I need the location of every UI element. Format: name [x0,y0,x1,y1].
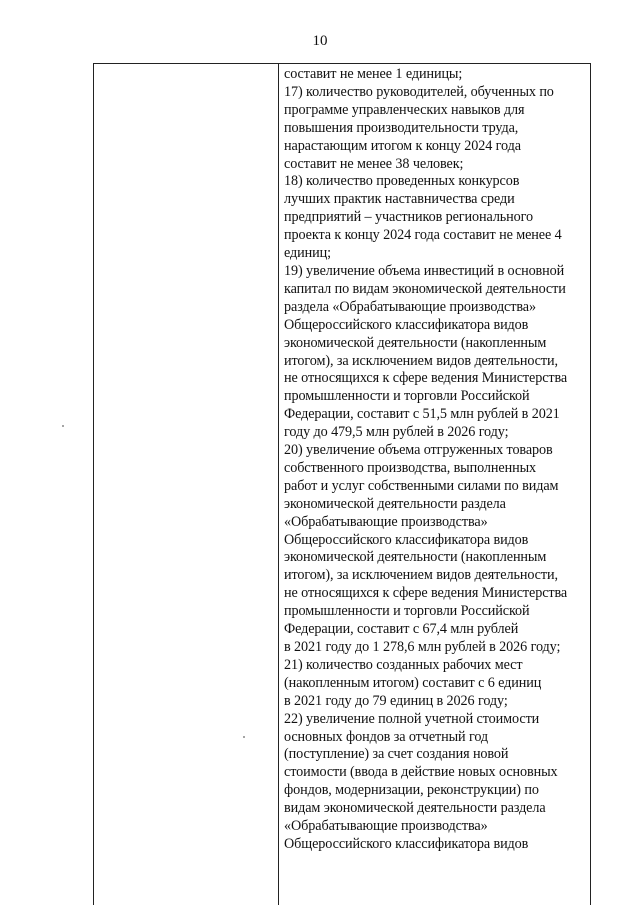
text-line: фондов, модернизации, реконструкции) по [284,782,539,799]
text-line: в 2021 году до 1 278,6 млн рублей в 2026 году; [284,639,561,655]
text-line: Федерации, составит с 67,4 млн рублей [284,621,519,638]
text-line: работ и услуг собственными силами по видам [284,477,559,494]
scan-speck [62,425,64,427]
text-line: Общероссийского классификатора видов [284,316,529,333]
text-line: промышленности и торговли Российской [284,388,530,405]
text-line: стоимости (ввода в действие новых основных [284,764,558,781]
text-line: Общероссийского классификатора видов [284,835,529,852]
text-line: (накопленным итогом) составит с 6 единиц [284,674,542,691]
page-number: 10 [312,33,328,49]
table-left-column [94,64,279,905]
text-line: итогом), за исключением видов деятельности, [284,352,558,369]
text-line: Общероссийского классификатора видов [284,531,529,548]
text-line: повышения производительности труда, [284,119,519,136]
text-line: «Обрабатывающие производства» [284,513,488,530]
text-line: капитал по видам экономической деятельности [284,280,566,297]
text-line: Федерации, составит с 51,5 млн рублей в 2021 [284,406,560,423]
document-table [93,63,591,905]
text-line: 21) количество созданных рабочих мест [284,656,523,673]
text-line: не относящихся к сфере ведения Министерства [284,370,568,387]
text-line: составит не менее 38 человек; [284,155,464,172]
text-line: основных фондов за отчетный год [284,728,489,745]
text-line: не относящихся к сфере ведения Министерства [284,585,568,602]
text-line: «Обрабатывающие производства» [284,818,488,835]
text-line: промышленности и торговли Российской [284,603,530,620]
text-line: в 2021 году до 79 единиц в 2026 году; [284,692,508,709]
text-line: экономической деятельности (накопленным [284,334,547,351]
text-line: итогом), за исключением видов деятельности, [284,567,558,584]
text-line: лучших практик наставничества среди [284,191,515,208]
text-line: 22) увеличение полной учетной стоимости [284,710,540,727]
table-right-column-text [284,66,587,854]
text-line: (поступление) за счет создания новой [284,746,509,763]
text-line: экономической деятельности раздела [284,495,506,512]
text-line: составит не менее 1 единицы; [284,66,463,82]
text-line: единиц; [284,245,331,262]
text-line: году до 479,5 млн рублей в 2026 году; [284,424,509,441]
text-line: нарастающим итогом к концу 2024 года [284,137,521,154]
text-line: 18) количество проведенных конкурсов [284,173,520,190]
text-line: раздела «Обрабатывающие производства» [284,298,536,315]
text-line: 19) увеличение объема инвестиций в основной [284,262,565,279]
text-line: проекта к концу 2024 года составит не менее 4 [284,227,562,244]
text-line: 17) количество руководителей, обученных по [284,83,554,100]
text-line: программе управленческих навыков для [284,101,525,118]
text-line: 20) увеличение объема отгруженных товаров [284,442,553,459]
text-line: собственного производства, выполненных [284,459,536,476]
text-line: видам экономической деятельности раздела [284,800,546,817]
scan-speck [243,736,245,738]
text-line: экономической деятельности (накопленным [284,549,547,566]
text-line: предприятий – участников регионального [284,209,534,226]
